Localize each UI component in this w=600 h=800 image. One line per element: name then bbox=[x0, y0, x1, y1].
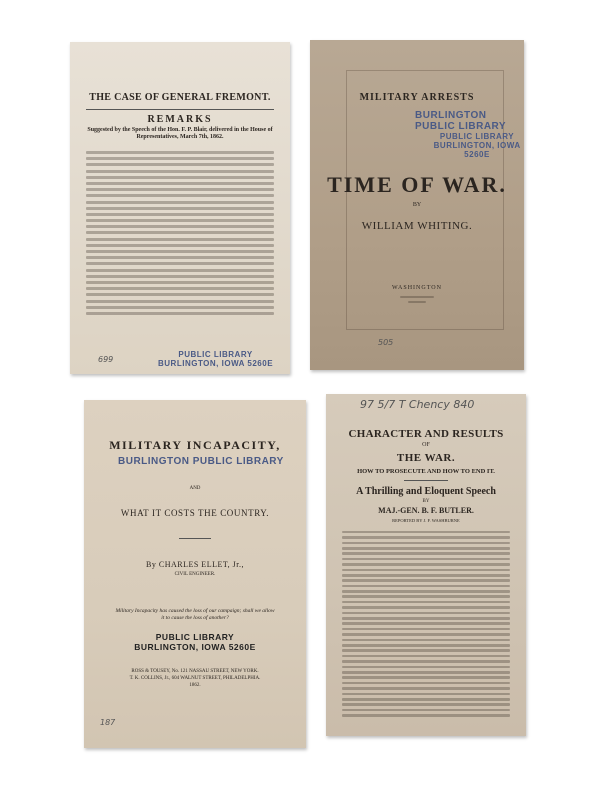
title-rule bbox=[86, 109, 274, 110]
by-label: BY bbox=[412, 202, 422, 208]
pamphlet-subtitle: HOW TO PROSECUTE AND HOW TO END IT. bbox=[357, 468, 495, 475]
title-rule bbox=[404, 480, 448, 481]
title-frame bbox=[346, 70, 504, 330]
library-stamp-secondary: PUBLIC LIBRARY BURLINGTON, IOWA 5260E bbox=[433, 132, 521, 159]
pamphlet-title: MILITARY INCAPACITY, bbox=[109, 438, 281, 452]
library-stamp: BURLINGTON PUBLIC LIBRARY bbox=[118, 456, 284, 467]
pamphlet-military-arrests bbox=[310, 40, 524, 370]
library-stamp: BURLINGTON PUBLIC LIBRARY bbox=[415, 110, 507, 132]
author-profession: CIVIL ENGINEER. bbox=[174, 572, 216, 577]
pencil-note: 187 bbox=[100, 718, 116, 727]
author-name: By CHARLES ELLET, Jr., bbox=[146, 560, 244, 569]
pamphlet-title-main: TIME OF WAR. bbox=[327, 172, 507, 197]
publication-place: WASHINGTON bbox=[392, 285, 442, 291]
pencil-note: 505 bbox=[378, 338, 394, 347]
of-label: OF bbox=[422, 442, 430, 448]
body-text-block bbox=[342, 528, 510, 719]
pamphlet-heading: REMARKS bbox=[147, 114, 213, 125]
pamphlet-subheading: Suggested by the Speech of the Hon. F. P. Blair, delivered in the House of Representatives, March 7th, 1862. bbox=[87, 127, 273, 140]
pamphlet-military-incapacity bbox=[84, 400, 306, 748]
reported-by: REPORTED BY J. F. WASHBURNE bbox=[392, 518, 460, 523]
epigraph-quote: Military Incapacity has caused the loss of our campaign; shall we allow it to cause the loss of another? bbox=[115, 608, 275, 621]
title-rule bbox=[179, 538, 211, 539]
body-text-block bbox=[86, 151, 274, 315]
by-label: BY bbox=[422, 499, 430, 504]
author-name: MAJ.-GEN. B. F. BUTLER. bbox=[378, 506, 474, 515]
pamphlet-fremont bbox=[70, 42, 290, 374]
pamphlet-title: THE CASE OF GENERAL FREMONT. bbox=[89, 92, 271, 103]
pencil-note: 699 bbox=[98, 355, 114, 364]
pencil-note: 97 5/7 T Chency 840 bbox=[360, 398, 475, 411]
library-stamp: PUBLIC LIBRARY BURLINGTON, IOWA 5260E bbox=[158, 350, 274, 368]
pamphlet-title: CHARACTER AND RESULTS bbox=[348, 428, 504, 440]
speech-heading: A Thrilling and Eloquent Speech bbox=[356, 486, 496, 497]
library-stamp-secondary: PUBLIC LIBRARY BURLINGTON, IOWA 5260E bbox=[134, 632, 256, 652]
pamphlet-title-2: THE WAR. bbox=[396, 452, 456, 464]
pamphlet-character-results-war bbox=[326, 394, 526, 736]
pamphlet-subtitle: WHAT IT COSTS THE COUNTRY. bbox=[120, 508, 270, 518]
publisher-lines bbox=[400, 293, 434, 306]
and-label: AND bbox=[189, 486, 201, 491]
pamphlet-title-top: MILITARY ARRESTS bbox=[359, 92, 475, 103]
author-name: WILLIAM WHITING. bbox=[361, 220, 473, 232]
publisher-imprint: ROSS & TOUSEY, No. 121 NASSAU STREET, NEW YORK. T. K. COLLINS, Jr., 604 WALNUT STREET, PHILADELPHIA. 1862. bbox=[129, 669, 261, 688]
